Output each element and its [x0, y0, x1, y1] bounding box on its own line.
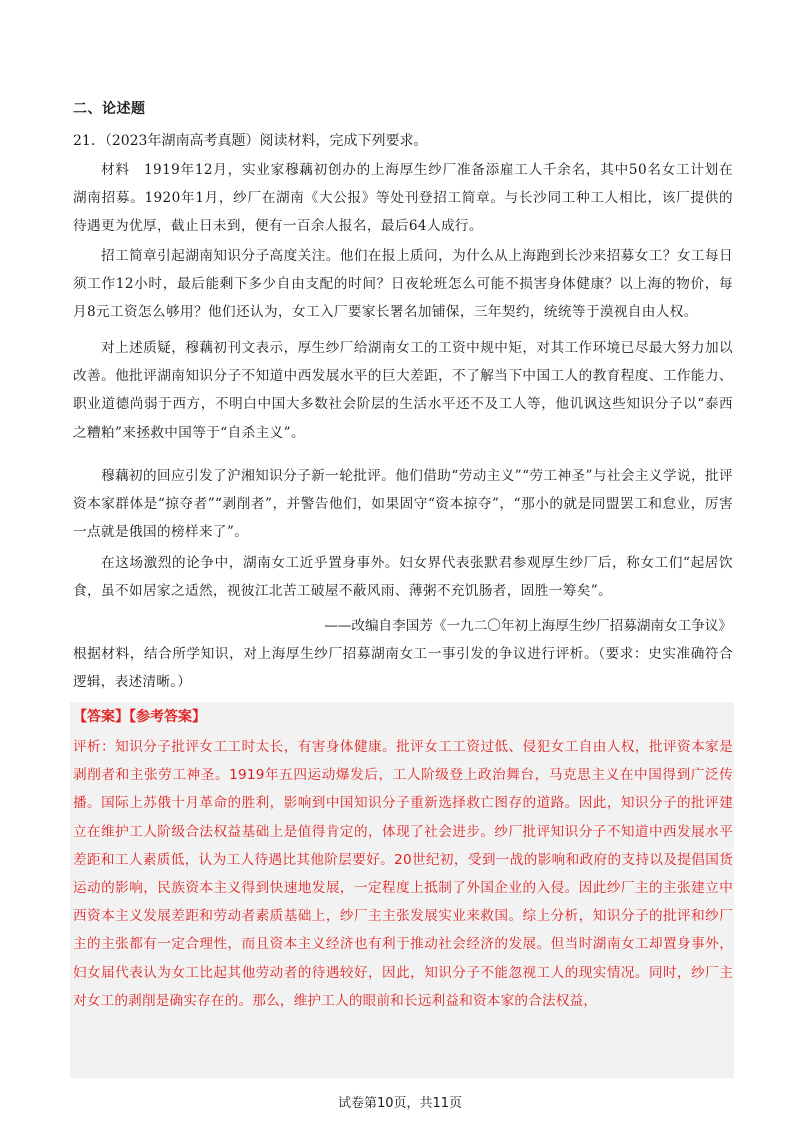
material-paragraph-5: 在这场激烈的论争中，湖南女工近乎置身事外。妇女界代表张默君参观厚生纱厂后，称女工们“起居饮食，虽不如居家之适然，视彼江北苦工破屋不蔽风雨、薄粥不充饥肠者，固胜一筹矣”。 — [73, 555, 733, 600]
answer-heading: 【答案】【参考答案】 — [73, 709, 206, 725]
question-header: 21．（2023年湖南高考真题）阅读材料，完成下列要求。 — [73, 133, 428, 149]
page-footer: 试卷第10页，共11页 — [337, 1096, 463, 1111]
section-title: 二、论述题 — [73, 101, 146, 117]
material-paragraph-1: 材料 1919年12月，实业家穆藕初创办的上海厚生纱厂准备添雇工人千余名，其中50名女工计划在湖南招募。1920年1月，纱厂在湖南《大公报》等处刊登招工简章。与长沙同工种工人相比，该厂提供的待遇更为优厚，截止日未到，便有一百余人报名，最后64人成行。 — [73, 162, 733, 235]
material-paragraph-2: 招工简章引起湖南知识分子高度关注。他们在报上质问，为什么从上海跑到长沙来招募女工？女工每日须工作12小时，最后能剩下多少自由支配的时间？日夜轮班怎么可能不损害身体健康？以上海的物价，每月8元工资怎么够用？他们还认为，女工入厂要家长署名加铺保，三年契约，统统等于漠视自由人权。 — [73, 248, 734, 321]
answer-body: 评析：知识分子批评女工工时太长，有害身体健康。批评女工工资过低、侵犯女工自由人权，批评资本家是剥削者和主张劳工神圣。1919年五四运动爆发后，工人阶级登上政治舞台，马克思主义在中国得到广泛传播。国际上苏俄十月革命的胜利，影响到中国知识分子重新选择救亡图存的道路。因此，知识分子的批评建立在维护工人阶级合法权益基础上是值得肯定的，体现了社会进步。纱厂批评知识分子不知道中西发展水平差距和工人素质低，认为工人待遇比其他阶层要好。20世纪初，受到一战的影响和政府的支持以及提倡国货运动的影响，民族资本主义得到快速地发展，一定程度上抵制了外国企业的入侵。因此纱厂主的主张建立中西资本主义发展差距和劳动者素质基础上，纱厂主主张发展实业来救国。综上分析，知识分子的批评和纱厂主的主张都有一定合理性，而且资本主义经济也有利于推动社会经济的发展。但当时湖南女工却置身事外，妇女届代表认为女工比起其他劳动者的待遇较好，因此，知识分子不能忽视工人的现实情况。同时，纱厂主对女工的剥削是确实存在的。那么，维护工人的眼前和长远利益和资本家的合法权益， — [73, 739, 733, 1009]
question-prompt: 根据材料，结合所学知识，对上海厚生纱厂招募湖南女工一事引发的争议进行评析。（要求：史实准确符合逻辑，表述清晰。） — [73, 646, 733, 690]
material-source: ——改编自李国芳《一九二〇年初上海厚生纱厂招募湖南女工争议》 — [324, 618, 732, 634]
material-paragraph-3: 对上述质疑，穆藕初刊文表示，厚生纱厂给湖南女工的工资中规中矩，对其工作环境已尽最大努力加以改善。他批评湖南知识分子不知道中西发展水平的巨大差距，不了解当下中国工人的教育程度、工作能力、职业道德尚弱于西方，不明白中国大多数社会阶层的生活水平还不及工人等，他讥讽这些知识分子以“泰西之糟粕”来拯救中国等于“自杀主义”。 — [73, 340, 733, 441]
material-paragraph-4: 穆藕初的回应引发了沪湘知识分子新一轮批评。他们借助“劳动主义”“劳工神圣”与社会主义学说，批评资本家群体是“掠夺者”“剥削者”，并警告他们，如果固守“资本掠夺”，“那小的就是同盟罢工和怠业，厉害一点就是俄国的榜样来了”。 — [73, 468, 733, 541]
